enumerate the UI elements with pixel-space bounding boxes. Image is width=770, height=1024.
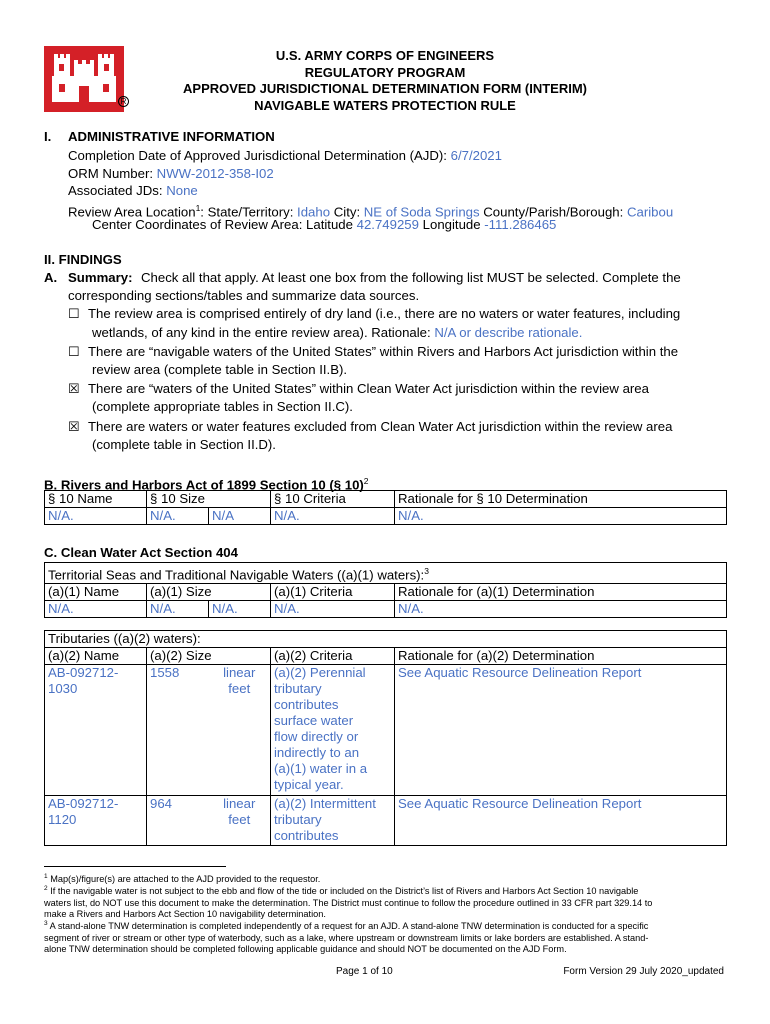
a1-waters-table — [44, 562, 727, 618]
latitude-value[interactable]: 42.749259 — [356, 217, 419, 232]
state-value[interactable]: Idaho — [297, 204, 331, 220]
footnote-3: $^3$ A stand-alone TNW determination is completed independently of a request for an AJD. A stand-alone TNW determination is conducted for a specific segment of river or stream or other type of waterbody, such as a lake, where upstream or downstream limits or lake borders are established. A stand- alone TNW determination should be completed following applicable guidance and should NOT be documented on the AJD Form. — [44, 920, 649, 955]
header-line-4: NAVIGABLE WATERS PROTECTION RULE — [254, 97, 516, 113]
a2-waters-table — [44, 630, 727, 846]
table-title-row: Tributaries ((a)(2) waters): — [45, 631, 727, 648]
form-header — [150, 48, 620, 114]
header-line-1: U.S. ARMY CORPS OF ENGINEERS — [275, 48, 495, 63]
header-line-2: REGULATORY PROGRAM — [304, 64, 466, 80]
rationale-value[interactable]: N/A or describe rationale. — [434, 325, 583, 340]
city-value[interactable]: NE of Soda Springs — [363, 204, 480, 220]
footnote-2: $^2$ If the navigable water is not subject to the ebb and flow of the tide or included on the District’s list of Rivers and Harbors Act Section 10 navigable waters list, do NOT use this document to make the determination. The District must continue to follow the procedure outlined in 33 CFR part 329.14 to make a Rivers and Harbors Act Section 10 navigability determination. — [44, 885, 653, 920]
section-2-heading: II. FINDINGS — [44, 252, 122, 267]
longitude-value[interactable]: -111.286465 — [484, 217, 557, 232]
checkbox-item-dry-land-cont: wetlands, of any kind in the entire review area). Rationale: N/A or describe rationale. — [92, 325, 583, 340]
checkbox-item-rha: ☐ There are “navigable waters of the United States” within Rivers and Harbors Act jurisdiction within the — [68, 344, 679, 359]
associated-jds-value[interactable]: None — [166, 183, 198, 198]
form-version: Form Version 29 July 2020_updated — [563, 966, 724, 977]
table-row: AB-092712- 1120 964 linear feet (a)(2) Intermittent tributary contributes See Aquatic Resource Delineation Report — [45, 796, 727, 846]
checkbox-item-excluded-cont: (complete table in Section II.D). — [92, 437, 276, 452]
center-coordinates-line: Center Coordinates of Review Area: Latitude 42.749259 Longitude -111.286465 — [92, 217, 557, 232]
summary-line-2: corresponding sections/tables and summarize data sources. — [68, 288, 420, 303]
table-row: N/A. N/A. N/A N/A. N/A. — [45, 508, 727, 525]
checkbox-checked[interactable]: ☒ — [68, 419, 80, 434]
section-10-table — [44, 490, 727, 525]
completion-date-line: Completion Date of Approved Jurisdictional Determination (AJD): 6/7/2021 — [68, 148, 502, 163]
checkbox-item-cwa: ☒ There are “waters of the United States” within Clean Water Act jurisdiction within the review area — [68, 381, 649, 396]
section-c-heading: C. Clean Water Act Section 404 — [44, 545, 238, 560]
checkbox-item-dry-land: ☐ The review area is comprised entirely of dry land (i.e., there are no waters or water features, including — [68, 306, 681, 321]
checkbox-unchecked[interactable]: ☐ — [68, 306, 80, 321]
summary-line-1: A. Summary: Check all that apply. At least one box from the following list MUST be selected. Complete the — [44, 270, 681, 285]
checkbox-unchecked[interactable]: ☐ — [68, 344, 80, 359]
county-value[interactable]: Caribou — [626, 204, 674, 220]
checkbox-checked[interactable]: ☒ — [68, 381, 80, 396]
header-line-3: APPROVED JURISDICTIONAL DETERMINATION FORM (INTERIM) — [183, 81, 587, 96]
registered-mark: R — [118, 96, 129, 107]
footnote-1: $^1$ Map(s)/figure(s) are attached to the AJD provided to the requestor. — [44, 873, 321, 885]
checkbox-item-rha-cont: review area (complete table in Section II.B). — [92, 362, 348, 377]
review-area-location-line: Review Area Location$^1$: State/Territory: Idaho City: NE of Soda Springs County/Parish/Borough: Caribou — [68, 203, 674, 220]
orm-number-value[interactable]: NWW-2012-358-I02 — [156, 166, 274, 181]
table-header-row: § 10 Name § 10 Size § 10 Criteria Rationale for § 10 Determination — [45, 491, 727, 508]
orm-number-line: ORM Number: NWW-2012-358-I02 — [68, 166, 274, 181]
checkbox-item-excluded: ☒ There are waters or water features excluded from Clean Water Act jurisdiction within the review area — [68, 419, 673, 434]
table-header-row: (a)(2) Name (a)(2) Size (a)(2) Criteria Rationale for (a)(2) Determination — [45, 648, 727, 665]
page-number: Page 1 of 10 — [336, 966, 393, 977]
section-1-heading: I. ADMINISTRATIVE INFORMATION — [44, 129, 275, 144]
table-title-row: Territorial Seas and Traditional Navigable Waters ((a)(1) waters):$^3$ — [45, 563, 727, 584]
usace-castle-logo — [44, 46, 124, 112]
checkbox-item-cwa-cont: (complete appropriate tables in Section II.C). — [92, 399, 353, 414]
table-row: N/A. N/A. N/A. N/A. N/A. — [45, 601, 727, 618]
table-row: AB-092712- 1030 1558 linear feet (a)(2) Perennial tributary contributes surface water flow directly or indirectly to an (a)(1) water in a typical year. See Aquatic Resource Delineation Report — [45, 665, 727, 796]
section-b-heading: B. Rivers and Harbors Act of 1899 Section 10 (§ 10)$^2$ — [44, 476, 369, 493]
footnote-divider — [44, 866, 226, 867]
associated-jds-line: Associated JDs: None — [68, 183, 198, 198]
table-header-row: (a)(1) Name (a)(1) Size (a)(1) Criteria Rationale for (a)(1) Determination — [45, 584, 727, 601]
completion-date-value[interactable]: 6/7/2021 — [450, 148, 502, 163]
